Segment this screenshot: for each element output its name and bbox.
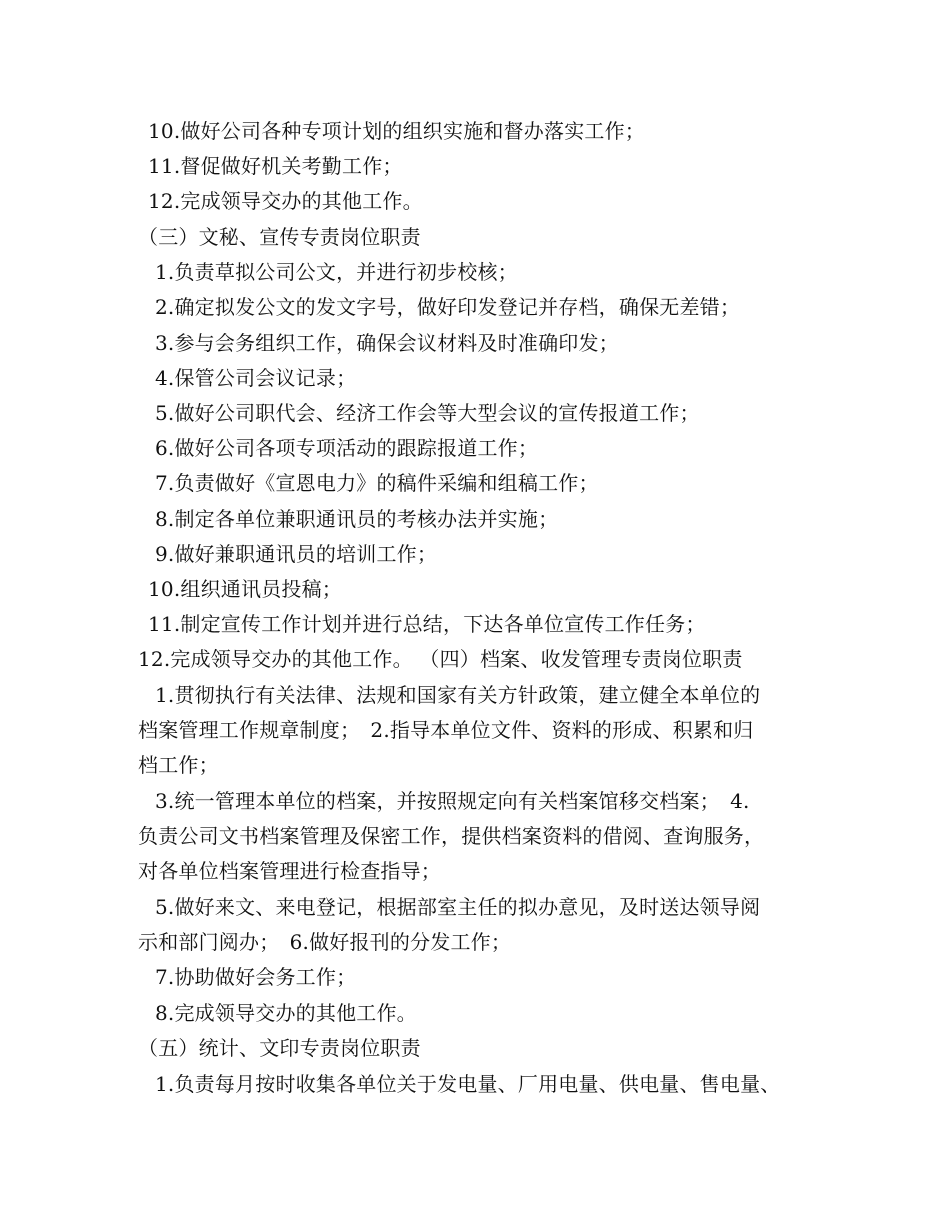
text-line: 10.做好公司各种专项计划的组织实施和督办落实工作； bbox=[148, 119, 646, 143]
text-line: 6.做好公司各项专项活动的跟踪报道工作； bbox=[155, 436, 539, 460]
text-line: 2.确定拟发公文的发文字号，做好印发登记并存档，确保无差错； bbox=[155, 295, 741, 319]
text-line: 11.制定宣传工作计划并进行总结，下达各单位宣传工作任务； bbox=[148, 612, 706, 636]
section-heading: （五）统计、文印专责岗位职责 bbox=[138, 1036, 421, 1060]
text-line: 对各单位档案管理进行检查指导； bbox=[138, 859, 441, 883]
text-line: 7.负责做好《宣恩电力》的稿件采编和组稿工作； bbox=[155, 471, 599, 495]
text-line: 示和部门阅办； 6.做好报刊的分发工作； bbox=[138, 930, 512, 954]
text-line: 10.组织通讯员投稿； bbox=[148, 577, 343, 601]
text-line: 档工作； bbox=[138, 753, 219, 777]
text-line: 12.完成领导交办的其他工作。 bbox=[148, 189, 423, 213]
text-line: 1.负责每月按时收集各单位关于发电量、厂用电量、供电量、售电量、 bbox=[155, 1072, 781, 1096]
text-line: 12.完成领导交办的其他工作。 （四）档案、收发管理专责岗位职责 bbox=[138, 647, 743, 671]
text-line: 负责公司文书档案管理及保密工作，提供档案资料的借阅、查询服务， bbox=[138, 824, 765, 848]
text-line: 8.制定各单位兼职通讯员的考核办法并实施； bbox=[155, 507, 559, 531]
text-line: 档案管理工作规章制度； 2.指导本单位文件、资料的形成、积累和归 bbox=[138, 718, 754, 742]
text-line: 5.做好公司职代会、经济工作会等大型会议的宣传报道工作； bbox=[155, 401, 700, 425]
text-line: 3.统一管理本单位的档案，并按照规定向有关档案馆移交档案； 4. bbox=[155, 789, 750, 813]
text-line: 7.协助做好会务工作； bbox=[155, 965, 357, 989]
text-line: 5.做好来文、来电登记，根据部室主任的拟办意见，及时送达领导阅 bbox=[155, 895, 761, 919]
text-line: 1.贯彻执行有关法律、法规和国家有关方针政策，建立健全本单位的 bbox=[155, 683, 761, 707]
text-line: 3.参与会务组织工作，确保会议材料及时准确印发； bbox=[155, 331, 619, 355]
text-line: 8.完成领导交办的其他工作。 bbox=[155, 1001, 417, 1025]
text-line: 4.保管公司会议记录； bbox=[155, 366, 357, 390]
text-line: 11.督促做好机关考勤工作； bbox=[148, 154, 403, 178]
text-line: 9.做好兼职通讯员的培训工作； bbox=[155, 542, 438, 566]
text-line: 1.负责草拟公司公文，并进行初步校核； bbox=[155, 260, 518, 284]
section-heading: （三）文秘、宣传专责岗位职责 bbox=[138, 225, 421, 249]
